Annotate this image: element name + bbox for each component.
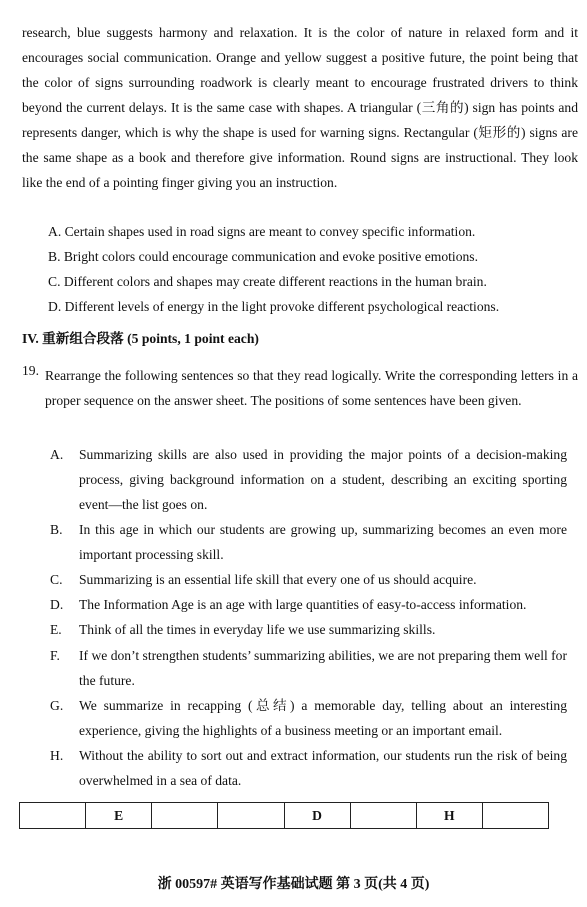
answer-cell-8[interactable] bbox=[482, 803, 548, 829]
sentence-text-b: In this age in which our students are growing up, summarizing becomes an even more important processing skill. bbox=[79, 522, 567, 562]
sentence-letter-b: B. bbox=[50, 522, 63, 537]
answer-cell-6[interactable] bbox=[350, 803, 416, 829]
option-a: A. Certain shapes used in road signs are meant to convey specific information. bbox=[48, 224, 476, 239]
question-prompt: Rearrange the following sentences so that they read logically. Write the corresponding letters in a proper sequence on the answer sheet. The positions of some sentences have been given. bbox=[45, 368, 578, 408]
answer-table bbox=[19, 802, 549, 829]
sentence-text-d: The Information Age is an age with large quantities of easy-to-access information. bbox=[79, 597, 527, 612]
sentence-letter-e: E. bbox=[50, 622, 62, 637]
section-title: IV. 重新组合段落 (5 points, 1 point each) bbox=[22, 331, 259, 346]
answer-cell-7: H bbox=[416, 803, 482, 829]
answer-cell-1[interactable] bbox=[20, 803, 86, 829]
answer-cell-4[interactable] bbox=[218, 803, 284, 829]
sentence-letter-c: C. bbox=[50, 572, 63, 587]
sentence-letter-g: G. bbox=[50, 698, 64, 713]
option-c: C. Different colors and shapes may create different reactions in the human brain. bbox=[48, 274, 487, 289]
sentence-letter-h: H. bbox=[50, 748, 64, 763]
passage-paragraph: research, blue suggests harmony and relaxation. It is the color of nature in relaxed form and it encourages social communication. Orange and yellow suggest a positive future, the point being that the color of signs surrounding roadwork is clearly meant to encourage frustrated drivers to think beyond the current delays. It is the same case with shapes. A triangular (三角的) sign has points and represents danger, which is why the shape is used for warning signs. Rectangular (矩形的) signs are the same shape as a book and therefore give information. Round signs are instructional. They look like the end of a pointing finger giving you an instruction. bbox=[22, 25, 578, 190]
sentence-text-c: Summarizing is an essential life skill that every one of us should acquire. bbox=[79, 572, 477, 587]
answer-cell-5: D bbox=[284, 803, 350, 829]
question-number: 19. bbox=[22, 363, 39, 378]
sentence-text-h: Without the ability to sort out and extract information, our students run the risk of being overwhelmed in a sea of data. bbox=[79, 748, 567, 788]
answer-cell-3[interactable] bbox=[152, 803, 218, 829]
sentence-text-e: Think of all the times in everyday life we use summarizing skills. bbox=[79, 622, 436, 637]
answer-cell-2: E bbox=[86, 803, 152, 829]
option-b: B. Bright colors could encourage communication and evoke positive emotions. bbox=[48, 249, 478, 264]
sentence-text-g: We summarize in recapping (总结) a memorable day, telling about an interesting experience, giving the highlights of a business meeting or an important email. bbox=[79, 698, 567, 738]
page-footer: 浙 00597# 英语写作基础试题 第 3 页(共 4 页) bbox=[157, 877, 430, 892]
sentence-text-a: Summarizing skills are also used in providing the major points of a decision-making process, giving background information on a student, describing an exciting sporting event—the list goes on. bbox=[79, 447, 567, 512]
sentence-letter-f: F. bbox=[50, 648, 60, 663]
sentence-letter-d: D. bbox=[50, 597, 64, 612]
option-d: D. Different levels of energy in the light provoke different psychological reactions. bbox=[48, 299, 500, 314]
sentence-text-f: If we don’t strengthen students’ summarizing abilities, we are not preparing them well for the future. bbox=[79, 648, 567, 688]
sentence-letter-a: A. bbox=[50, 447, 64, 462]
answer-row bbox=[20, 803, 549, 829]
